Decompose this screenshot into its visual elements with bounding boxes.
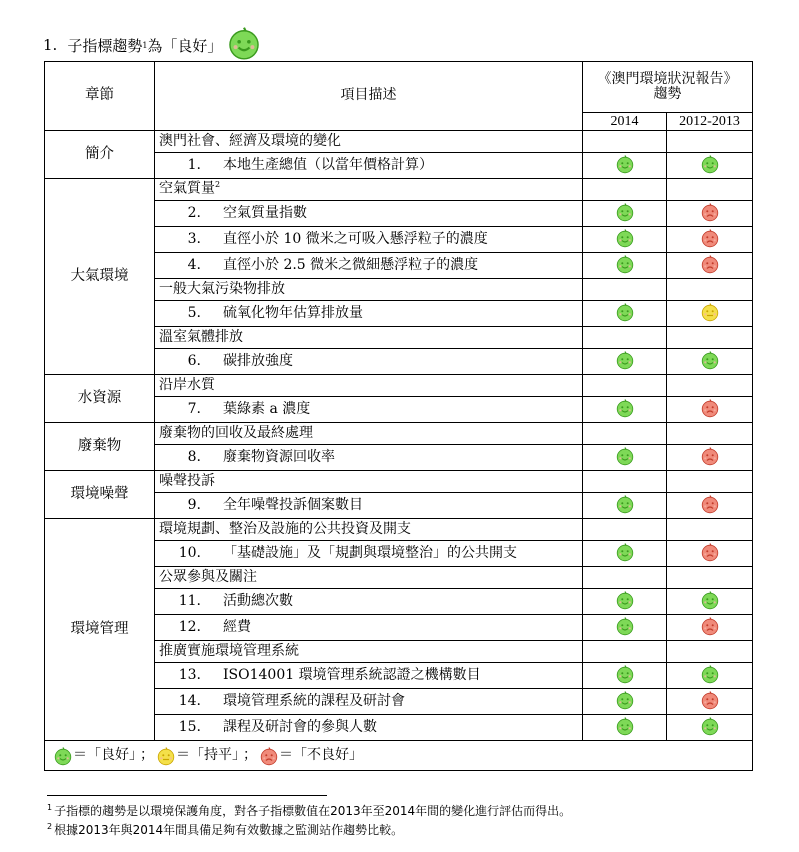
item-text: 空氣質量指數	[223, 204, 307, 221]
footnote-text: 子指標的趨勢是以環境保護角度，對各子指標數值在2013年至2014年間的變化進行評估而得出。	[54, 804, 572, 818]
trend-2012-2013-cell	[667, 471, 753, 493]
item-number: 2.	[187, 204, 201, 221]
item-number: 1.	[187, 156, 201, 173]
trend-2012-2013-cell	[667, 131, 753, 153]
trend-2012-2013-cell	[667, 445, 753, 471]
good-face-icon	[615, 454, 635, 470]
good-face-icon	[615, 724, 635, 740]
subheading-text: 一般大氣污染物排放	[155, 279, 583, 301]
chapter-cell: 大氣環境	[45, 179, 155, 375]
item-description	[155, 615, 583, 641]
subheading-text: 澳門社會、經濟及環境的變化	[155, 131, 583, 153]
trend-2012-2013-cell	[667, 349, 753, 375]
subheading-text: 環境規劃、整治及設施的公共投資及開支	[155, 519, 583, 541]
trend-2012-2013-cell	[667, 423, 753, 445]
item-description	[155, 493, 583, 519]
item-text: 硫氧化物年估算排放量	[223, 304, 363, 321]
trend-2014-cell	[583, 279, 667, 301]
trend-2012-2013-cell	[667, 397, 753, 423]
trend-2012-2013-cell	[667, 641, 753, 663]
subheading-text: 公眾參與及關注	[155, 567, 583, 589]
trend-2012-2013-cell	[667, 179, 753, 201]
good-face-icon	[615, 262, 635, 278]
item-text: 葉綠素 a 濃度	[223, 400, 311, 417]
item-description	[155, 301, 583, 327]
item-number: 9.	[187, 496, 201, 513]
subheading-row	[45, 131, 753, 153]
chapter-cell: 簡介	[45, 131, 155, 179]
subheading-text: 推廣實施環境管理系統	[155, 641, 583, 663]
good-face-icon	[615, 162, 635, 178]
trend-2014-cell	[583, 375, 667, 397]
trend-2012-2013-cell	[667, 279, 753, 301]
item-description	[155, 715, 583, 741]
item-text: 本地生產總值（以當年價格計算）	[223, 156, 433, 173]
item-text: 直徑小於 10 微米之可吸入懸浮粒子的濃度	[223, 230, 488, 247]
legend-label: ＝「良好」	[73, 746, 136, 763]
item-number: 5.	[187, 304, 201, 321]
bad-face-icon	[700, 550, 720, 566]
good-face-icon	[700, 358, 720, 374]
good-face-icon	[615, 210, 635, 226]
trend-table	[44, 61, 753, 771]
good-face-icon	[53, 748, 73, 764]
item-description	[155, 445, 583, 471]
item-number: 6.	[187, 352, 201, 369]
item-number: 10.	[178, 544, 201, 561]
good-face-icon	[700, 598, 720, 614]
trend-2014-cell	[583, 153, 667, 179]
legend	[45, 741, 753, 771]
footnote	[47, 821, 571, 840]
item-description	[155, 397, 583, 423]
good-face-icon	[615, 598, 635, 614]
subheading-row	[45, 179, 753, 201]
trend-2012-2013-cell	[667, 493, 753, 519]
trend-table-body	[45, 131, 753, 771]
good-face-icon	[615, 624, 635, 640]
good-face-icon	[615, 672, 635, 688]
trend-2014-cell	[583, 301, 667, 327]
trend-2012-2013-cell	[667, 301, 753, 327]
footnote-divider	[47, 795, 327, 796]
trend-2012-2013-cell	[667, 541, 753, 567]
good-face-icon	[700, 724, 720, 740]
header-report	[583, 62, 753, 113]
trend-2014-cell	[583, 131, 667, 153]
item-number: 3.	[187, 230, 201, 247]
item-description	[155, 541, 583, 567]
item-number: 11.	[178, 592, 201, 609]
header-chapter: 章節	[45, 62, 155, 131]
legend-label: ＝「不良好」	[279, 746, 363, 763]
legend-separator: ；	[243, 746, 257, 763]
subheading-text: 噪聲投訴	[155, 471, 583, 493]
item-text: 直徑小於 2.5 微米之微細懸浮粒子的濃度	[223, 256, 479, 273]
trend-2014-cell	[583, 201, 667, 227]
footnotes	[47, 802, 571, 839]
subheading-row	[45, 375, 753, 397]
item-text: 全年噪聲投訴個案數目	[223, 496, 363, 513]
footnote	[47, 802, 571, 821]
item-text: 活動總次數	[223, 592, 293, 609]
trend-2012-2013-cell	[667, 663, 753, 689]
neutral-face-icon	[700, 310, 720, 326]
good-face-icon	[615, 406, 635, 422]
item-text: 課程及研討會的參與人數	[223, 718, 377, 735]
good-face-icon	[615, 550, 635, 566]
trend-2012-2013-cell	[667, 589, 753, 615]
trend-2012-2013-cell	[667, 153, 753, 179]
header-year-2012-2013: 2012-2013	[667, 113, 753, 131]
subheading-text: 廢棄物的回收及最終處理	[155, 423, 583, 445]
section-number: 1.	[43, 36, 58, 54]
subheading-text: 沿岸水質	[155, 375, 583, 397]
subheading-row	[45, 423, 753, 445]
good-face-icon	[615, 698, 635, 714]
item-description	[155, 201, 583, 227]
item-text: 經費	[223, 618, 251, 635]
chapter-cell: 水資源	[45, 375, 155, 423]
section-heading	[43, 30, 262, 60]
footnote-number: 1	[47, 803, 53, 812]
trend-2012-2013-cell	[667, 201, 753, 227]
bad-face-icon	[700, 454, 720, 470]
trend-2014-cell	[583, 715, 667, 741]
trend-2014-cell	[583, 423, 667, 445]
item-number: 15.	[178, 718, 201, 735]
item-description	[155, 349, 583, 375]
item-description	[155, 227, 583, 253]
trend-2014-cell	[583, 397, 667, 423]
bad-face-icon	[700, 236, 720, 252]
item-number: 4.	[187, 256, 201, 273]
trend-2014-cell	[583, 589, 667, 615]
trend-2014-cell	[583, 253, 667, 279]
footnote-text: 根據2013年與2014年間具備足夠有效數據之監測站作趨勢比較。	[54, 822, 404, 837]
subheading-text: 溫室氣體排放	[155, 327, 583, 349]
good-face-icon	[226, 25, 262, 65]
chapter-cell: 廢棄物	[45, 423, 155, 471]
heading-text-after: 為「良好」	[147, 36, 223, 55]
trend-2014-cell	[583, 179, 667, 201]
trend-2012-2013-cell	[667, 227, 753, 253]
item-text: ISO14001 環境管理系統認證之機構數目	[223, 666, 481, 683]
item-number: 13.	[178, 666, 201, 683]
subheading-text: 空氣質量$^2$	[155, 179, 583, 201]
trend-2014-cell	[583, 227, 667, 253]
trend-2014-cell	[583, 541, 667, 567]
trend-2012-2013-cell	[667, 327, 753, 349]
item-text: 環境管理系統的課程及研討會	[223, 692, 405, 709]
trend-2012-2013-cell	[667, 715, 753, 741]
header-report-text: 《澳門環境狀況報告》 趨勢	[597, 70, 738, 102]
trend-2014-cell	[583, 567, 667, 589]
good-face-icon	[615, 236, 635, 252]
good-face-icon	[615, 358, 635, 374]
bad-face-icon	[700, 210, 720, 226]
bad-face-icon	[700, 624, 720, 640]
trend-2012-2013-cell	[667, 567, 753, 589]
good-face-icon	[700, 672, 720, 688]
heading-text-before: 子指標趨勢	[67, 36, 143, 55]
good-face-icon	[700, 162, 720, 178]
chapter-cell: 環境管理	[45, 519, 155, 741]
neutral-face-icon	[156, 748, 176, 764]
item-number: 8.	[187, 448, 201, 465]
bad-face-icon	[700, 406, 720, 422]
legend-label: ＝「持平」	[176, 746, 239, 763]
item-number: 14.	[178, 692, 201, 709]
item-description	[155, 589, 583, 615]
trend-2012-2013-cell	[667, 519, 753, 541]
trend-2014-cell	[583, 663, 667, 689]
heading-footnote-ref: 1	[142, 40, 148, 50]
trend-2014-cell	[583, 327, 667, 349]
bad-face-icon	[259, 748, 279, 764]
bad-face-icon	[700, 698, 720, 714]
good-face-icon	[615, 310, 635, 326]
trend-2014-cell	[583, 689, 667, 715]
trend-2014-cell	[583, 445, 667, 471]
trend-2014-cell	[583, 615, 667, 641]
item-number: 12.	[178, 618, 201, 635]
item-description	[155, 253, 583, 279]
legend-row	[45, 741, 753, 771]
header-year-2014: 2014	[583, 113, 667, 131]
trend-2014-cell	[583, 493, 667, 519]
trend-2012-2013-cell	[667, 615, 753, 641]
legend-separator: ；	[140, 746, 154, 763]
trend-2014-cell	[583, 471, 667, 493]
trend-2012-2013-cell	[667, 253, 753, 279]
item-number: 7.	[187, 400, 201, 417]
trend-2014-cell	[583, 641, 667, 663]
trend-2012-2013-cell	[667, 375, 753, 397]
footnote-number: 2	[47, 821, 53, 831]
good-face-icon	[615, 502, 635, 518]
trend-2014-cell	[583, 349, 667, 375]
item-description	[155, 689, 583, 715]
trend-2012-2013-cell	[667, 689, 753, 715]
chapter-cell: 環境噪聲	[45, 471, 155, 519]
item-text: 廢棄物資源回收率	[223, 448, 335, 465]
subheading-row	[45, 519, 753, 541]
item-text: 「基礎設施」及「規劃與環境整治」的公共開支	[223, 544, 517, 561]
bad-face-icon	[700, 262, 720, 278]
footnote-ref: 2	[215, 180, 221, 190]
header-description: 項目描述	[155, 62, 583, 131]
item-text: 碳排放強度	[223, 352, 293, 369]
trend-2014-cell	[583, 519, 667, 541]
bad-face-icon	[700, 502, 720, 518]
subheading-row	[45, 471, 753, 493]
item-description	[155, 153, 583, 179]
item-description	[155, 663, 583, 689]
